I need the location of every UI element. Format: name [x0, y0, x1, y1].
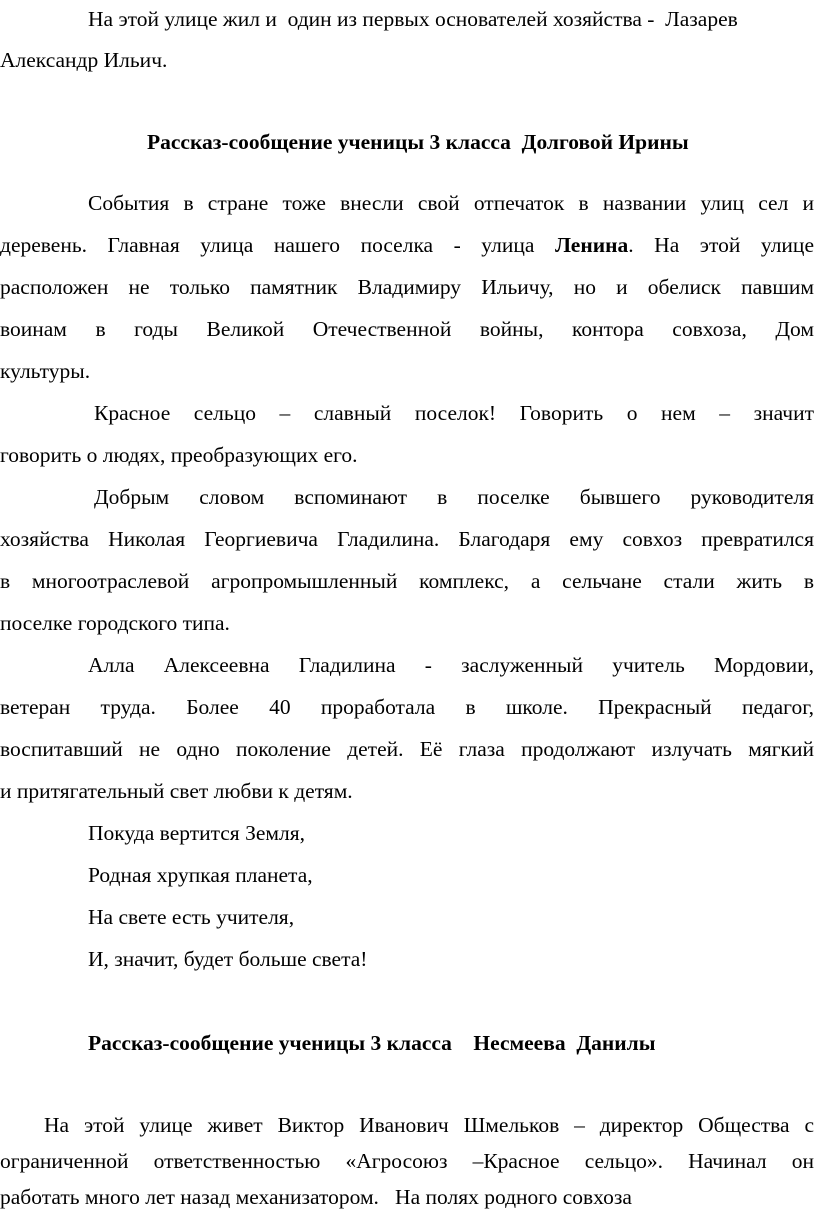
poem-line: И, значит, будет больше света! — [88, 947, 368, 971]
paragraph-line: хозяйства Николая Георгиевича Гладилина. Благодаря ему совхоз превратился — [0, 527, 814, 551]
paragraph-line: воспитавший не одно поколение детей. Её глаза продолжают излучать мягкий — [0, 737, 814, 761]
paragraph-line: События в стране тоже внесли свой отпечаток в названии улиц сел и — [88, 191, 814, 215]
paragraph-line: работать много лет назад механизатором. На полях родного совхоза — [0, 1185, 632, 1209]
paragraph-line: воинам в годы Великой Отечественной войны, контора совхоза, Дом — [0, 317, 814, 341]
paragraph-line: поселке городского типа. — [0, 611, 230, 635]
paragraph-line: ограниченной ответственностью «Агросоюз –Красное сельцо». Начинал он — [0, 1149, 814, 1173]
paragraph-line — [0, 231, 814, 259]
text-run: . На этой улице — [628, 233, 814, 257]
paragraph-line: культуры. — [0, 359, 91, 383]
bold-street-name: Ленина — [554, 233, 629, 257]
paragraph-line: На этой улице живет Виктор Иванович Шмельков – директор Общества с — [44, 1113, 814, 1137]
paragraph-line: Алла Алексеевна Гладилина - заслуженный учитель Мордовии, — [88, 653, 814, 677]
paragraph-line: в многоотраслевой агропромышленный комплекс, а сельчане стали жить в — [0, 569, 814, 593]
paragraph-line: Добрым словом вспоминают в поселке бывшего руководителя — [94, 485, 814, 509]
paragraph-line: На этой улице жил и один из первых основателей хозяйства - Лазарев — [88, 7, 738, 31]
paragraph-line: расположен не только памятник Владимиру Ильичу, но и обелиск павшим — [0, 275, 814, 299]
text-run: деревень. Главная улица нашего поселка - улица — [0, 233, 555, 257]
section-heading: Рассказ-сообщение ученицы 3 класса Несмеева Данилы — [88, 1031, 656, 1055]
poem-line: Родная хрупкая планета, — [88, 863, 313, 887]
paragraph-line: и притягательный свет любви к детям. — [0, 779, 353, 803]
section-heading: Рассказ-сообщение ученицы 3 класса Долговой Ирины — [147, 130, 689, 154]
paragraph-line: Красное сельцо – славный поселок! Говорить о нем – значит — [94, 401, 814, 425]
paragraph-line: Александр Ильич. — [0, 48, 168, 72]
paragraph-line: говорить о людях, преобразующих его. — [0, 443, 358, 467]
poem-line: На свете есть учителя, — [88, 905, 295, 929]
poem-line: Покуда вертится Земля, — [88, 821, 305, 845]
paragraph-line: ветеран труда. Более 40 проработала в школе. Прекрасный педагог, — [0, 695, 814, 719]
